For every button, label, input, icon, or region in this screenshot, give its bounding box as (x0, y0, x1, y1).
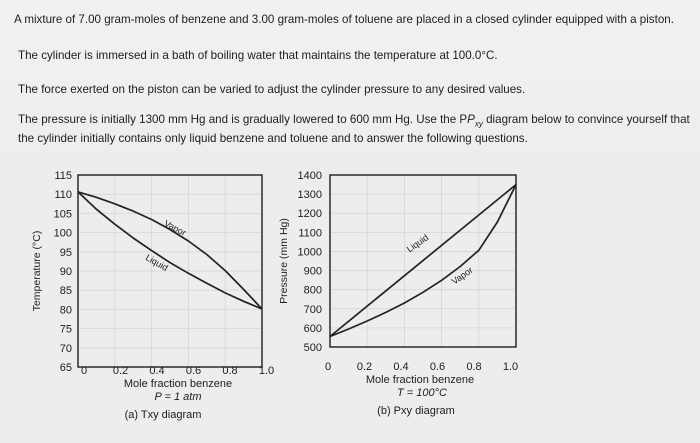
chart1-y-tick-label: 95 (59, 246, 72, 259)
chart1-caption: (a) Txy diagram (124, 409, 202, 421)
chart2-y-axis-label: Pressure (mm Hg) (278, 218, 290, 304)
problem-line-3: The force exerted on the piston can be varied to adjust the cylinder pressure to any desired values. (18, 83, 526, 96)
chart2-x-tick-label: 1.0 (502, 361, 519, 373)
chart1-y-tick-label: 115 (54, 170, 72, 182)
chart2-y-tick-label: 1400 (297, 170, 322, 182)
chart1-y-tick-label: 105 (53, 208, 72, 221)
chart2-y-tick-label: 600 (303, 322, 322, 335)
chart2-x-tick-label: 0.4 (393, 361, 409, 373)
chart1-x-tick-label: 0.6 (185, 365, 202, 377)
chart2-y-tick-label: 1000 (297, 246, 322, 259)
chart2-series-liquid-line (330, 185, 516, 337)
chart1-y-tick-label: 90 (59, 266, 72, 278)
chart2-x-tick-label: 0.2 (356, 361, 373, 373)
problem-line-4: The pressure is initially 1300 mm Hg and is gradually lowered to 600 mm Hg. Use the $PP_{xy}$ diagram below to convince yourself that the cylinder initially contains only liquid benzene and toluene and to answer the following questions. (18, 113, 690, 146)
problem-line-4-subscript: xy (474, 119, 483, 129)
chart1-annotation: Vapor (162, 218, 188, 238)
chart2-y-tick-label: 1200 (297, 208, 322, 221)
chart1-y-tick-label: 65 (59, 362, 72, 374)
chart1-y-tick-label: 75 (59, 323, 72, 336)
chart1-x-tick-label: 1.0 (258, 365, 275, 377)
chart1-y-tick-label: 80 (59, 304, 72, 317)
chart2-y-tick-label: 1100 (298, 227, 322, 240)
chart2-x-tick-label: 0 (324, 361, 332, 373)
chart1-series-liquid-line (78, 192, 262, 309)
chart2-x-tick-label: 0.8 (466, 361, 482, 373)
chart1-y-tick-label: 70 (59, 342, 72, 355)
chart2-annotation: Liquid (404, 232, 431, 255)
chart1-series-vapor-line (78, 192, 262, 309)
chart2-x-tick-label: 0.6 (429, 361, 446, 373)
figure (0, 150, 700, 443)
chart1-y-axis-label: Temperature (°C) (31, 230, 43, 312)
chart2-y-tick-label: 900 (303, 265, 322, 278)
chart1-x-tick-label: 0.2 (112, 365, 129, 377)
chart1-annotation: Liquid (143, 252, 170, 273)
chart2-annotation: Vapor (449, 264, 475, 287)
chart1-x-tick-label: 0 (80, 365, 88, 377)
problem-line-1: A mixture of 7.00 gram-moles of benzene and 3.00 gram-moles of toluene are placed in a closed cylinder equipped with a piston. (14, 13, 674, 26)
problem-line-4-part-b: diagram below to convince yourself that the cylinder initially contains only liquid benzene and toluene and to answer the following questions. (18, 113, 690, 146)
chart2-x-axis-label: Mole fraction benzene (365, 374, 475, 386)
chart2-y-tick-label: 700 (303, 303, 322, 316)
charts-svg (0, 150, 700, 443)
chart2-y-tick-label: 1300 (297, 189, 322, 202)
chart1-y-tick-label: 110 (54, 189, 72, 202)
chart2-caption: (b) Pxy diagram (377, 405, 455, 417)
problem-line-4-part-a: The pressure is initially 1300 mm Hg and is gradually lowered to 600 mm Hg. Use the P (18, 113, 468, 126)
problem-line-2: The cylinder is immersed in a bath of boiling water that maintains the temperature at 100.0°C. (18, 49, 498, 62)
chart1-condition-label: P = 1 atm (154, 391, 202, 403)
chart2-y-tick-label: 500 (303, 342, 322, 354)
chart1-y-tick-label: 100 (53, 227, 72, 240)
chart1-y-tick-label: 85 (59, 285, 72, 298)
chart1-x-tick-label: 0.4 (149, 365, 165, 377)
chart2-y-tick-label: 800 (303, 284, 322, 297)
chart1-x-tick-label: 0.8 (222, 365, 238, 377)
chart1-x-axis-label: Mole fraction benzene (123, 378, 233, 390)
chart2-condition-label: T = 100°C (397, 387, 447, 399)
